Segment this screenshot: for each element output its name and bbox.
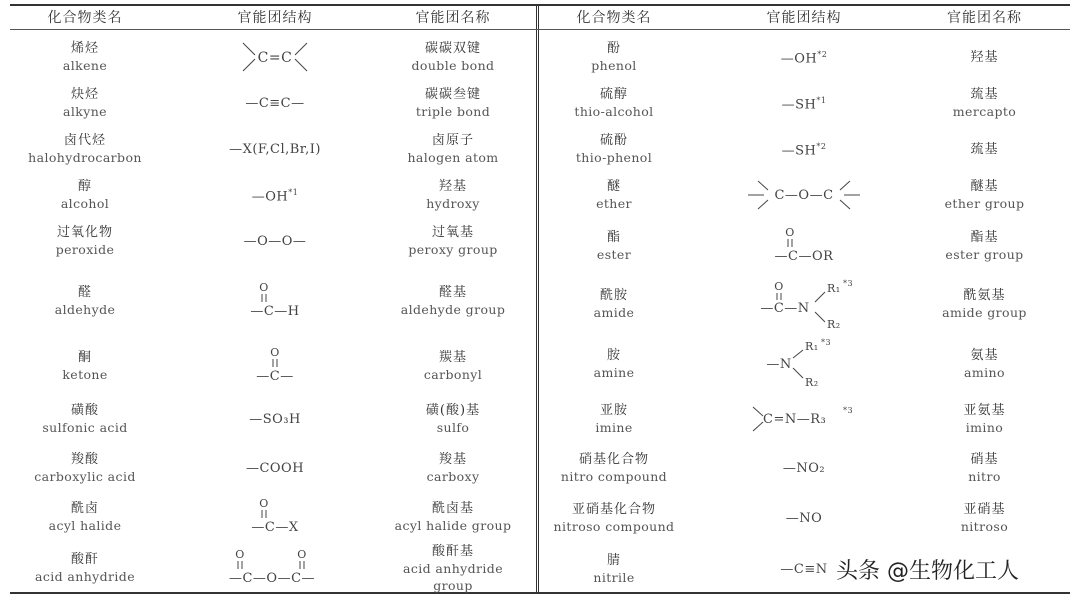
carbonyl-oxygen: O (785, 226, 795, 239)
formula-text: —C—H (250, 304, 300, 319)
class-name-en: nitro compound (560, 469, 668, 484)
structure-formula: —OH (780, 51, 818, 67)
left-table (10, 4, 536, 594)
class-name-en: sulfonic acid (42, 420, 128, 435)
class-name-zh: 硫酚 (599, 133, 628, 148)
group-name-en: halogen atom (407, 150, 499, 165)
structure-formula (180, 338, 370, 394)
class-name-en: acid anhydride (34, 569, 135, 584)
table-row (539, 218, 1070, 274)
structure-formula: —C≡N (780, 561, 828, 577)
structure-formula: —OH (251, 189, 289, 205)
carbonyl-oxygen: O (259, 281, 269, 294)
formula-text: —C—OR (774, 249, 834, 264)
structure-formula: —C≡C— (245, 95, 305, 111)
carbonyl-oxygen: O (297, 548, 307, 561)
table-row (10, 172, 536, 218)
class-name-en: ether (596, 196, 632, 211)
structure-formula: —NO (785, 510, 823, 526)
group-name-en: sulfo (436, 420, 470, 435)
table-row (10, 126, 536, 172)
structure-formula (729, 218, 879, 274)
group-name-zh: 羟基 (438, 179, 467, 194)
group-name-en: triple bond (415, 104, 491, 119)
substituent-r1: R₁ (827, 282, 841, 295)
structure-formula (180, 264, 370, 338)
table-row (10, 218, 536, 264)
class-name-zh: 醛 (77, 285, 92, 300)
table-row (10, 492, 536, 542)
table-row (539, 394, 1070, 444)
class-name-en: ketone (62, 367, 108, 382)
table-row (539, 172, 1070, 218)
group-name-zh: 过氧基 (431, 225, 474, 240)
group-name-zh: 羰基 (438, 350, 467, 365)
structure-formula (729, 334, 879, 394)
class-name-en: thio-alcohol (574, 104, 654, 119)
class-name-en: halohydrocarbon (28, 150, 142, 165)
structure-formula: —NO₂ (782, 460, 826, 476)
group-name-zh: 卤原子 (431, 133, 474, 148)
group-name-en: ester group (945, 247, 1024, 262)
formula-text: —C—X (251, 520, 299, 535)
structure-formula (729, 274, 879, 334)
structure-formula (729, 394, 879, 444)
class-name-zh: 卤代烃 (63, 133, 106, 148)
group-name-zh: 酰卤基 (431, 501, 474, 516)
group-name-en: mercapto (952, 104, 1017, 119)
class-name-zh: 酮 (77, 350, 92, 365)
table-row (10, 264, 536, 338)
class-name-en: thio-phenol (575, 150, 653, 165)
watermark: 头条 @生物化工人 (836, 551, 1066, 587)
class-name-en: phenol (591, 58, 637, 73)
table-row (10, 394, 536, 444)
header-structure: 官能团结构 (766, 9, 842, 26)
table-row (10, 542, 536, 594)
class-name-en: alcohol (60, 196, 110, 211)
group-name-en: peroxy group (408, 242, 498, 257)
group-name-zh: 碳碳双键 (424, 41, 481, 56)
group-name-zh: 巯基 (970, 87, 999, 102)
group-name-zh: 羧基 (438, 452, 467, 467)
carbonyl-oxygen: O (270, 346, 280, 359)
table-row (10, 34, 536, 80)
class-name-en: aldehyde (54, 302, 116, 317)
class-name-en: amide (593, 305, 635, 320)
structure-formula: —X(F,Cl,Br,I) (229, 141, 321, 157)
group-name-en: imino (965, 420, 1004, 435)
class-name-zh: 胺 (606, 348, 621, 363)
formula-text: —C—O—C— (228, 571, 316, 586)
structure-formula: —SO₃H (249, 411, 301, 427)
table-row (10, 80, 536, 126)
class-name-zh: 酸酐 (70, 552, 99, 567)
group-name-en: double bond (411, 58, 495, 73)
header-structure: 官能团结构 (237, 9, 313, 26)
formula-text: —C— (256, 369, 294, 384)
class-name-zh: 酯 (606, 230, 621, 245)
header-class-name: 化合物类名 (576, 9, 652, 26)
footnote-mark: *1 (816, 96, 827, 106)
header-class-name: 化合物类名 (47, 9, 123, 26)
substituent-r1: R₁ (805, 340, 819, 353)
group-name-zh: 磺(酸)基 (425, 403, 481, 418)
class-name-zh: 炔烃 (70, 87, 99, 102)
formula-text: C—O—C (774, 188, 834, 203)
table-row (539, 274, 1070, 334)
footnote-mark: *2 (817, 50, 828, 60)
formula-text: —C—N (760, 301, 810, 316)
class-name-zh: 醚 (606, 179, 621, 194)
group-name-zh: 亚硝基 (963, 502, 1006, 517)
table-row (539, 492, 1070, 544)
table-row (539, 444, 1070, 492)
footnote-mark: *2 (816, 142, 827, 152)
table-row (539, 80, 1070, 126)
right-table (539, 4, 1070, 594)
group-name-zh: 碳碳叁键 (424, 87, 481, 102)
class-name-en: peroxide (55, 242, 115, 257)
class-name-en: nitroso compound (553, 519, 675, 534)
structure-formula (180, 492, 370, 542)
group-name-zh: 亚氨基 (963, 403, 1006, 418)
class-name-zh: 腈 (606, 553, 621, 568)
footnote-mark: *3 (843, 279, 854, 288)
class-name-en: ester (596, 247, 632, 262)
group-name-zh: 巯基 (970, 141, 999, 157)
class-name-zh: 硝基化合物 (578, 452, 649, 467)
footnote-mark: *1 (288, 188, 299, 198)
group-name-zh: 羟基 (970, 49, 999, 65)
group-name-en: aldehyde group (400, 302, 506, 317)
footnote-mark: *3 (821, 338, 832, 347)
header-group-name: 官能团名称 (947, 9, 1022, 26)
group-name-en: amino (964, 365, 1005, 380)
table-row (10, 444, 536, 492)
class-name-zh: 酰胺 (599, 288, 628, 303)
group-name-zh: 硝基 (970, 452, 999, 467)
footnote-mark: *3 (843, 406, 854, 415)
group-name-en: nitro (968, 469, 1001, 484)
class-name-zh: 烯烃 (70, 41, 99, 56)
header-group-name: 官能团名称 (415, 9, 491, 26)
group-name-en: amide group (942, 305, 1027, 320)
table-row (539, 126, 1070, 172)
structure-formula: —SH (781, 143, 817, 159)
group-name-zh: 醛基 (438, 285, 467, 300)
class-name-en: amine (593, 365, 635, 380)
group-name-en: nitroso (960, 519, 1009, 534)
class-name-zh: 过氧化物 (56, 225, 113, 240)
table-row (539, 334, 1070, 394)
class-name-en: alkyne (63, 104, 107, 119)
group-name-en: carbonyl (423, 367, 483, 382)
class-name-zh: 羧酸 (70, 452, 99, 467)
class-name-zh: 醇 (77, 179, 92, 194)
class-name-zh: 亚胺 (599, 403, 628, 418)
structure-formula (180, 34, 370, 80)
formula-text: —N (766, 357, 792, 372)
group-name-zh: 酰氨基 (963, 288, 1006, 303)
table-row (539, 34, 1070, 80)
class-name-en: imine (595, 420, 633, 435)
substituent-r2: R₂ (805, 376, 819, 389)
class-name-zh: 亚硝基化合物 (571, 502, 656, 517)
class-name-en: carboxylic acid (34, 469, 136, 484)
class-name-zh: 酚 (606, 41, 621, 56)
group-name-zh: 酸酐基 (431, 543, 474, 559)
class-name-zh: 酰卤 (70, 501, 99, 516)
substituent-r2: R₂ (827, 318, 841, 330)
group-name-en: hydroxy (426, 196, 480, 211)
carbonyl-oxygen: O (774, 280, 784, 293)
formula-text: C=N—R₃ (763, 412, 827, 427)
group-name-zh: 氨基 (970, 348, 999, 363)
structure-formula: —O—O— (243, 233, 307, 249)
class-name-zh: 硫醇 (599, 87, 628, 102)
structure-formula (180, 542, 370, 594)
group-name-en: ether group (944, 196, 1025, 211)
carbonyl-oxygen: O (259, 497, 269, 510)
group-name-en: acid anhydride group (402, 560, 503, 593)
group-name-en: carboxy (426, 469, 480, 484)
formula-text: C=C (257, 50, 293, 66)
group-name-zh: 酯基 (970, 230, 999, 245)
group-name-en: acyl halide group (394, 518, 512, 533)
carbonyl-oxygen: O (235, 548, 245, 561)
class-name-en: acyl halide (48, 518, 122, 533)
class-name-zh: 磺酸 (70, 403, 99, 418)
group-name-zh: 醚基 (970, 179, 999, 194)
structure-formula: —COOH (245, 460, 305, 476)
class-name-en: nitrile (593, 570, 635, 585)
table-row (10, 338, 536, 394)
structure-formula: —SH (781, 97, 817, 113)
class-name-en: alkene (62, 58, 108, 73)
structure-formula (729, 172, 879, 218)
